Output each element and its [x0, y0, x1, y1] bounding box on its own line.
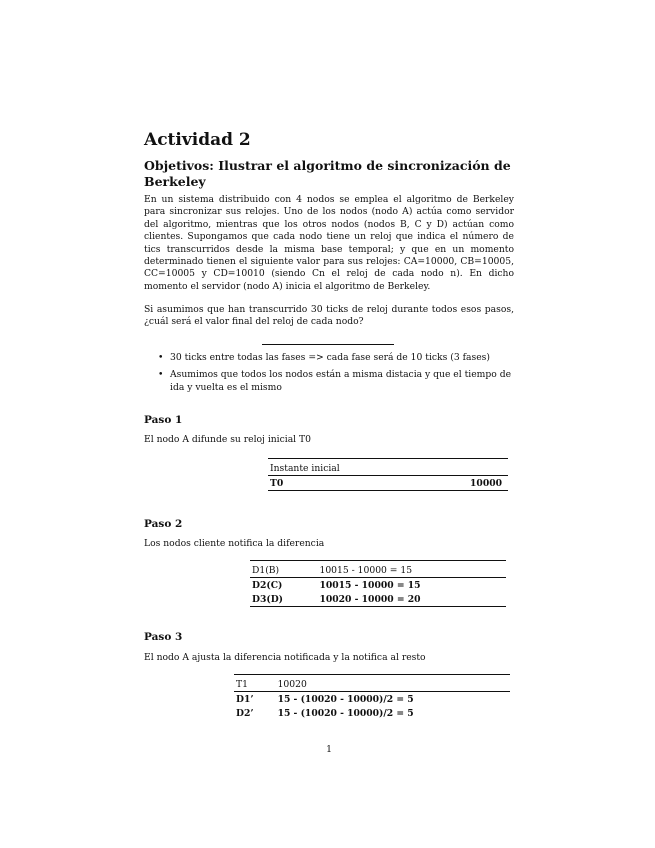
list-item-text: Asumimos que todos los nodos están a misma distacia y que el tiempo de ida y vuelta es el mismo — [170, 369, 512, 393]
table-cell-label: D2(C) — [252, 580, 283, 591]
paso-2-text: Los nodos cliente notifica la diferencia — [144, 538, 325, 549]
objectives-heading: Objetivos: Ilustrar el algoritmo de sincronización de Berkeley — [144, 158, 511, 189]
list-item-text: 30 ticks entre todas las fases => cada fase será de 10 ticks (3 fases) — [170, 352, 490, 363]
bullet-icon: • — [158, 369, 164, 381]
bullet-icon: • — [158, 352, 164, 363]
table-cell-value: 10020 - 10000 = 20 — [317, 592, 506, 607]
table-cell-label: T1 — [234, 675, 276, 692]
page-title: Actividad 2 — [144, 130, 251, 150]
paso-3-table — [234, 674, 510, 720]
intro-paragraph: En un sistema distribuido con 4 nodos se emplea el algoritmo de Berkeley para sincronizar sus relojes. Uno de los nodos (nodo A) actúa como servidor del algoritmo, mientras que los otros nodos (nodos B, C y D) actúan como clientes. Supongamos que cada nodo tiene un reloj que indica el número de tics transcurridos desde la misma base temporal; y que en un momento determinado tienen el siguiente valor para sus relojes: CA=10000, CB=10005, CC=10005 y CD=10010 (siendo Cn el reloj de cada nodo n). En dicho momento el servidor (nodo A) inicia el algoritmo de Berkeley. — [144, 194, 514, 292]
table-row — [250, 561, 506, 578]
table-cell-value: 10015 - 10000 = 15 — [319, 580, 421, 591]
table-cell-label: D1’ — [236, 694, 254, 705]
table-cell-label: D2’ — [236, 708, 254, 719]
paso-1-table — [268, 458, 508, 491]
table-cell-value: 10020 — [276, 675, 510, 692]
paso-3-heading: Paso 3 — [144, 631, 183, 643]
table-cell-label: D1(B) — [250, 561, 317, 578]
table-row — [234, 706, 510, 720]
question-paragraph: Si asumimos que han transcurrido 30 ticks de reloj durante todos esos pasos, ¿cuál será el valor final del reloj de cada nodo? — [144, 304, 514, 328]
list-item — [156, 369, 514, 394]
table-row — [250, 578, 506, 593]
paso-3-text: El nodo A ajusta la diferencia notificada y la notifica al resto — [144, 652, 426, 663]
table-cell-value: 10015 - 10000 = 15 — [317, 561, 506, 578]
table-cell-value: 10000 — [351, 476, 508, 491]
table-header-row — [268, 459, 508, 476]
page-number: 1 — [326, 744, 332, 755]
table-cell-label: T0 — [268, 476, 351, 491]
table-row — [250, 592, 506, 607]
table-header-cell: Instante inicial — [268, 459, 508, 476]
paso-1-heading: Paso 1 — [144, 414, 183, 426]
paso-2-heading: Paso 2 — [144, 518, 183, 530]
table-row — [234, 692, 510, 707]
assumptions-list — [156, 352, 514, 399]
table-cell-value: 15 - (10020 - 10000)/2 = 5 — [277, 708, 414, 719]
paso-2-table — [250, 560, 506, 607]
table-cell-label: D3(D) — [250, 592, 317, 607]
table-row — [234, 675, 510, 692]
paso-1-text: El nodo A difunde su reloj inicial T0 — [144, 434, 312, 445]
horizontal-divider — [262, 344, 394, 345]
table-row — [268, 476, 508, 491]
table-cell-value: 15 - (10020 - 10000)/2 = 5 — [277, 694, 414, 705]
list-item — [156, 352, 514, 364]
